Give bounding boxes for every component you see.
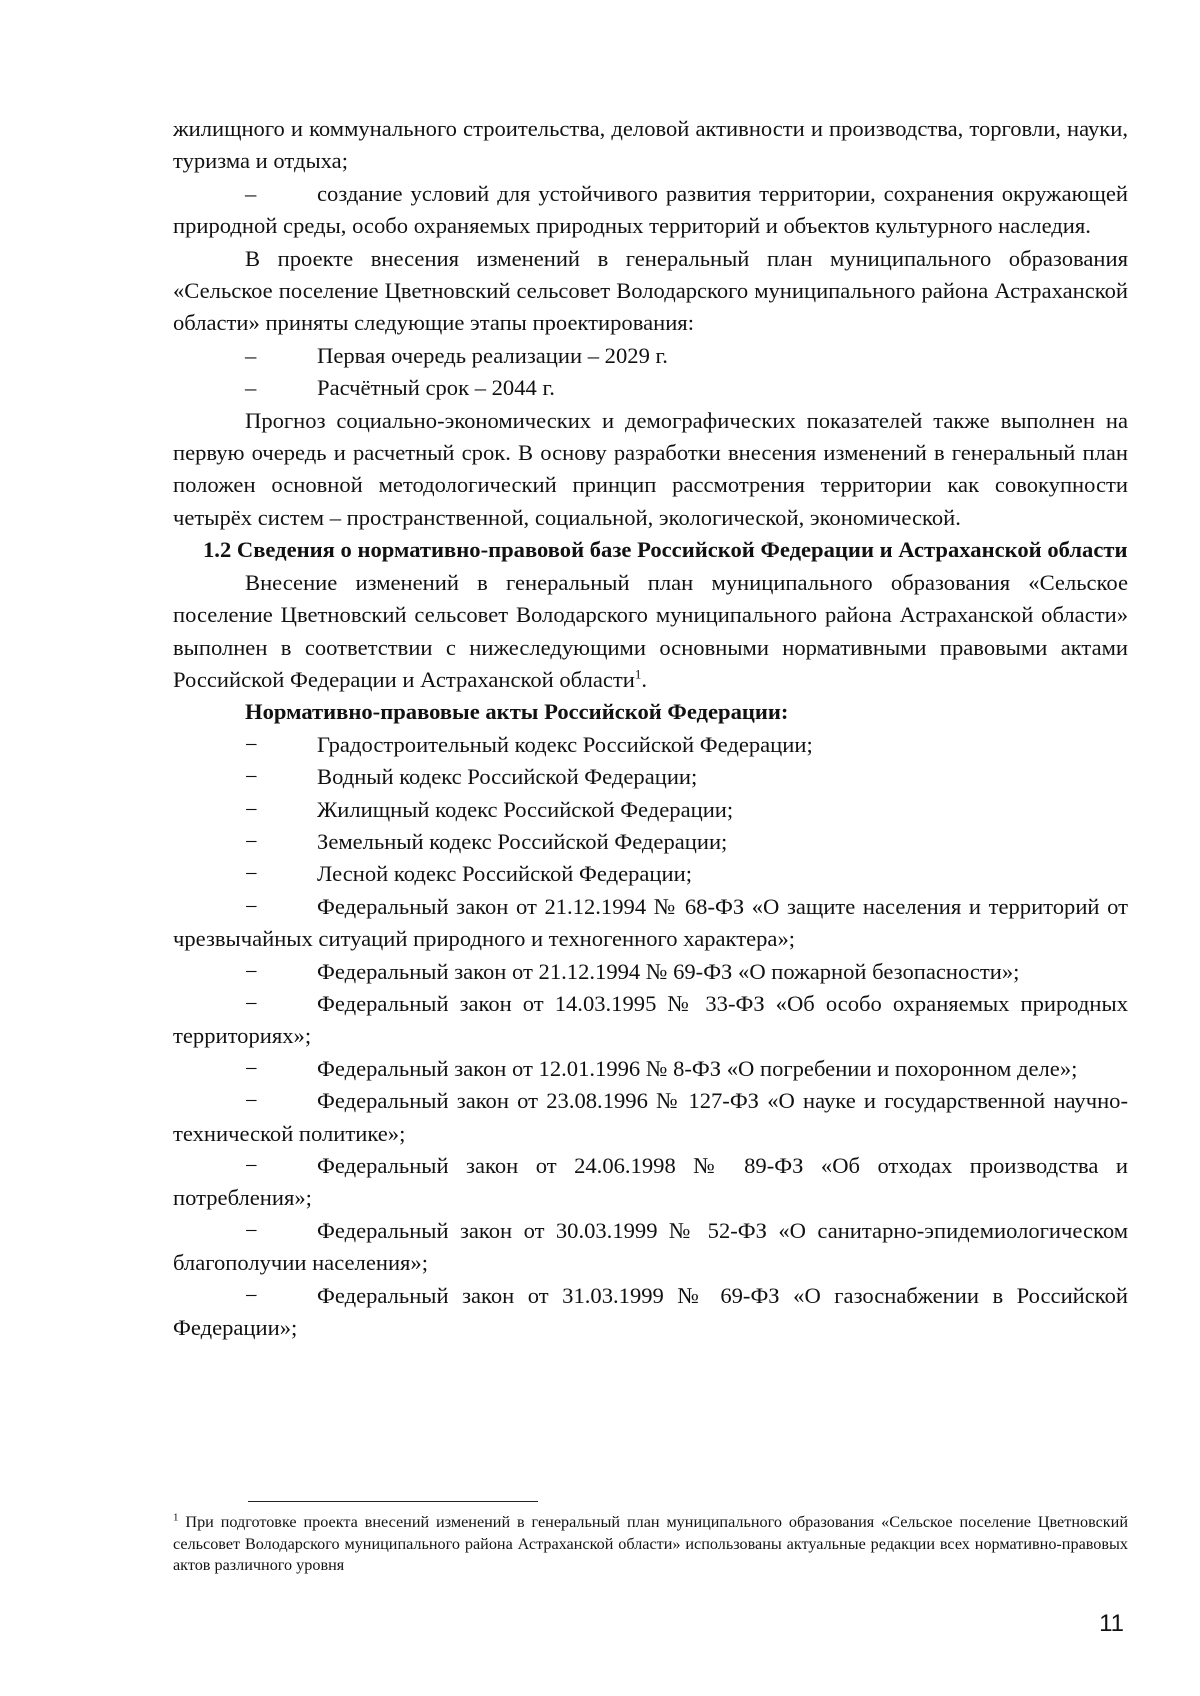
- footnote-reference[interactable]: 1: [634, 666, 642, 682]
- act-text: Водный кодекс Российской Федерации;: [317, 764, 698, 790]
- act-text: Градостроительный кодекс Российской Федерации;: [317, 731, 813, 757]
- act-item: [173, 1085, 1128, 1150]
- paragraph-forecast: Прогноз социально-экономических и демографических показателей также выполнен на первую очередь и расчетный срок. В основу разработки внесения изменений в генеральный план положен основной методологический принцип рассмотрения территории как совокупности четырёх систем – пространственной, социальной, экологической, экономической.: [173, 407, 1128, 530]
- list-dash: −: [245, 1055, 258, 1081]
- act-text: Федеральный закон от 21.12.1994 № 68-ФЗ «О защите населения и территорий от чрезвычайных ситуаций природного и техногенного характера»;: [173, 893, 1128, 952]
- act-item: [173, 1280, 1128, 1345]
- act-item: [173, 858, 1128, 890]
- act-text: Федеральный закон от 24.06.1998 № 89-ФЗ «Об отходах производства и потребления»;: [173, 1153, 1128, 1211]
- list-dash: −: [245, 1282, 258, 1308]
- act-text: Федеральный закон от 23.08.1996 № 127-ФЗ «О науке и государственной научно-технической политике»;: [173, 1088, 1128, 1146]
- list-dash: −: [245, 764, 258, 790]
- section-heading: 1.2 Сведения о нормативно-правовой базе Российской Федерации и Астраханской области: [203, 537, 1128, 563]
- act-text: Федеральный закон от 31.03.1999 № 69-ФЗ «О газоснабжении в Российской Федерации»;: [173, 1282, 1128, 1341]
- act-item: [173, 826, 1128, 858]
- page-number: 11: [1099, 1610, 1124, 1637]
- act-text: Федеральный закон от 12.01.1996 № 8-ФЗ «О погребении и похоронном деле»;: [317, 1055, 1078, 1081]
- paragraph-continuation: жилищного и коммунального строительства, деловой активности и производства, торговли, науки, туризма и отдыха;: [173, 116, 1128, 174]
- section-intro: [173, 567, 1128, 697]
- act-text: Лесной кодекс Российской Федерации;: [317, 861, 692, 887]
- list-dash: –: [245, 180, 257, 206]
- page-body: [173, 113, 1128, 1344]
- act-item: [173, 1215, 1128, 1280]
- list-item-text: Первая очередь реализации – 2029 г.: [317, 342, 668, 368]
- footnote: [173, 1512, 1128, 1577]
- act-item: [173, 1150, 1128, 1215]
- act-item: [173, 761, 1128, 793]
- act-item: [173, 794, 1128, 826]
- footnote-separator: [248, 1501, 538, 1502]
- list-dash: −: [245, 1088, 258, 1114]
- list-dash: −: [245, 990, 258, 1016]
- list-dash: −: [245, 828, 258, 854]
- footnote-mark: 1: [173, 1511, 179, 1524]
- list-dash: –: [245, 342, 257, 368]
- section-intro-text: Внесение изменений в генеральный план муниципального образования «Сельское поселение Цветновский сельсовет Володарского муниципального района Астраханской области» выполнен в соответствии с нижеследующими основными нормативными правовыми актами Российской Федерации и Астраханской области: [173, 569, 1128, 692]
- list-item: [173, 178, 1128, 243]
- list-item: [173, 372, 1128, 404]
- acts-subheading: Нормативно-правовые акты Российской Федерации:: [245, 699, 789, 725]
- act-item: [173, 891, 1128, 956]
- footnote-text: При подготовке проекта внесений изменений в генеральный план муниципального образования «Сельское поселение Цветновский сельсовет Володарского муниципального района Астраханской области» использованы актуальные редакции всех нормативно-правовых актов различного уровня: [173, 1513, 1128, 1574]
- paragraph-stages-intro: В проекте внесения изменений в генеральный план муниципального образования «Сельское поселение Цветновский сельсовет Володарского муниципального района Астраханской области» приняты следующие этапы проектирования:: [173, 245, 1128, 336]
- list-dash: −: [245, 1153, 258, 1178]
- act-item: [173, 956, 1128, 988]
- act-text: Земельный кодекс Российской Федерации;: [317, 828, 728, 854]
- act-item: [173, 1053, 1128, 1085]
- act-text: Федеральный закон от 30.03.1999 № 52-ФЗ «О санитарно-эпидемиологическом благополучии населения»;: [173, 1217, 1128, 1276]
- list-dash: −: [245, 731, 258, 757]
- list-dash: –: [245, 375, 257, 401]
- list-dash: −: [245, 958, 258, 984]
- list-item-text: Расчётный срок – 2044 г.: [317, 375, 555, 401]
- list-dash: −: [245, 796, 258, 822]
- act-text: Жилищный кодекс Российской Федерации;: [317, 796, 734, 822]
- act-item: [173, 988, 1128, 1053]
- section-intro-end: .: [641, 666, 648, 692]
- act-text: Федеральный закон от 14.03.1995 № 33-ФЗ «Об особо охраняемых природных территориях»;: [173, 990, 1128, 1049]
- act-text: Федеральный закон от 21.12.1994 № 69-ФЗ «О пожарной безопасности»;: [317, 958, 1020, 984]
- acts-list: [173, 729, 1128, 1345]
- act-item: [173, 729, 1128, 761]
- list-item: [173, 340, 1128, 372]
- list-dash: −: [245, 861, 258, 887]
- list-item-text: создание условий для устойчивого развития территории, сохранения окружающей природной среды, особо охраняемых природных территорий и объектов культурного наследия.: [173, 180, 1128, 239]
- list-dash: −: [245, 893, 258, 919]
- list-dash: −: [245, 1217, 258, 1243]
